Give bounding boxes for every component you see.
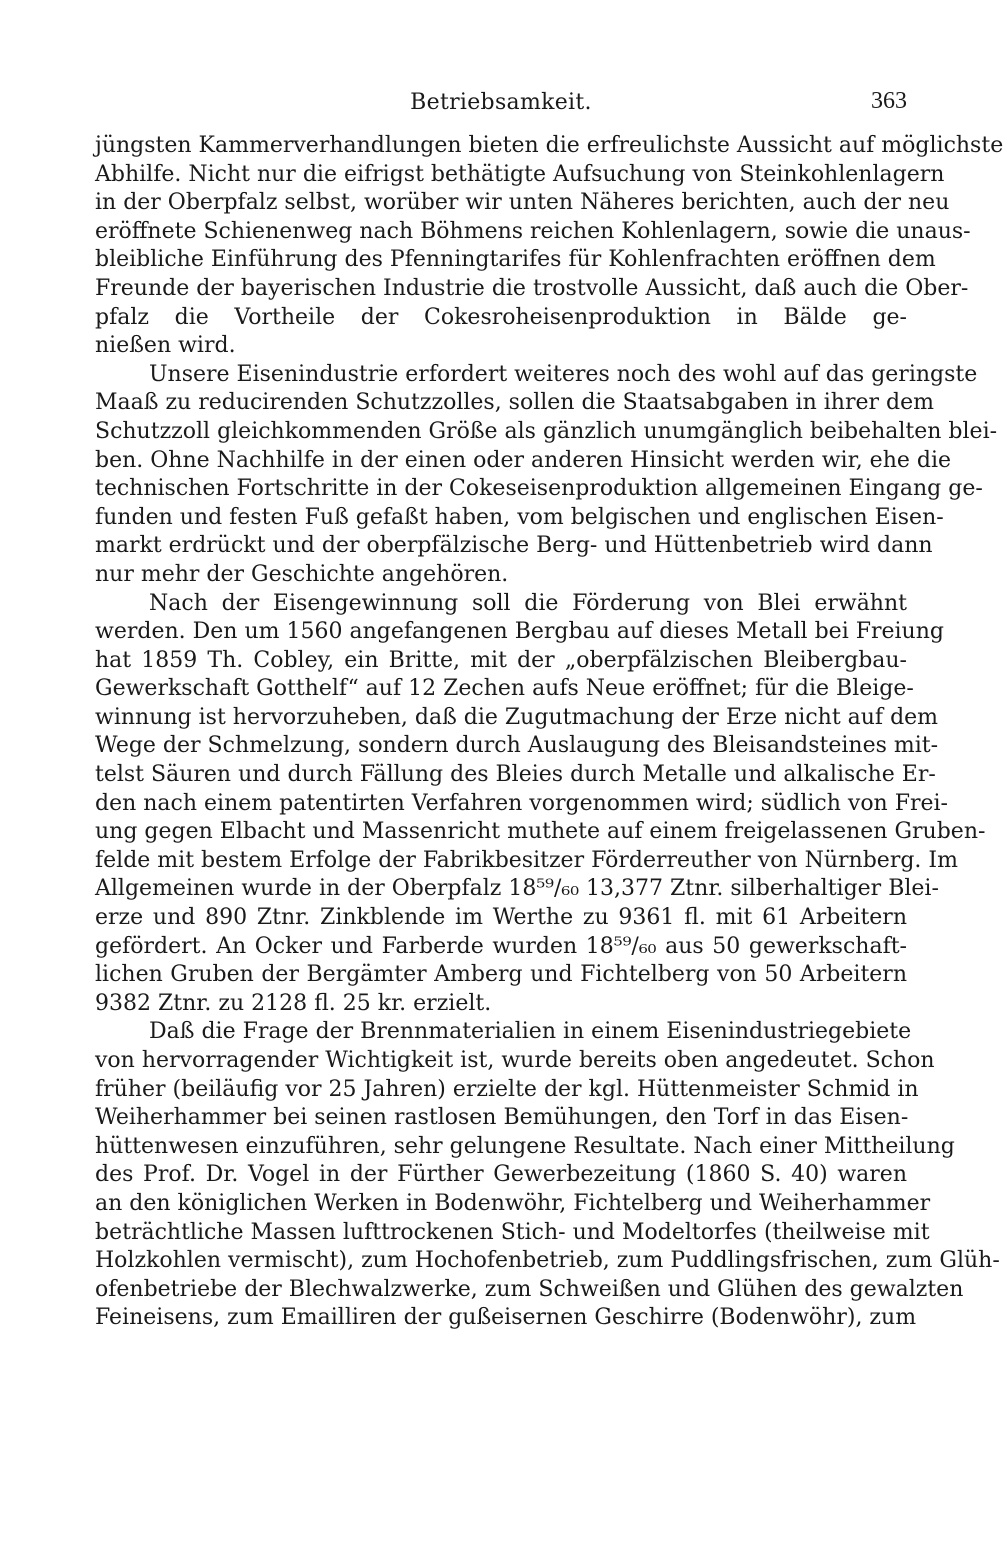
text-line: des Prof. Dr. Vogel in der Fürther Gewerbezeitung (1860 S. 40) waren [95,1162,907,1188]
text-line: hüttenwesen einzuführen, sehr gelungene Resultate. Nach einer Mittheilung [95,1133,955,1159]
text-line: erze und 890 Ztnr. Zinkblende im Werthe zu 9361 fl. mit 61 Arbeitern [95,905,907,931]
body-text [95,132,1003,1333]
text-line: Abhilfe. Nicht nur die eifrigst bethätigte Aufsuchung von Steinkohlenlagern [95,161,945,187]
text-line: telst Säuren und durch Fällung des Bleies durch Metalle und alkalische Er- [95,762,936,788]
paragraph-3 [95,590,986,1019]
running-head [95,88,907,124]
text-line: beträchtliche Massen lufttrockenen Stich- und Modeltorfes (theilweise mit [95,1219,930,1245]
running-title: Betriebsamkeit. [410,90,592,115]
text-line: Holzkohlen vermischt), zum Hochofenbetrieb, zum Puddlingsfrischen, zum Glüh- [95,1248,1000,1274]
text-line: früher (beiläufig vor 25 Jahren) erzielte der kgl. Hüttenmeister Schmid in [95,1076,919,1102]
text-line: Gewerkschaft Gotthelf“ auf 12 Zechen aufs Neue eröffnet; für die Bleige- [95,676,914,702]
text-line: pfalz die Vortheile der Cokesroheisenproduktion in Bälde ge- [95,304,907,330]
text-line: ung gegen Elbacht und Massenricht muthete auf einem freigelassenen Gruben- [95,819,986,845]
text-line: an den königlichen Werken in Bodenwöhr, Fichtelberg und Weiherhammer [95,1190,931,1216]
text-line: gefördert. An Ocker und Farberde wurden 18⁵⁹/₆₀ aus 50 gewerkschaft- [95,933,907,959]
text-line: Weiherhammer bei seinen rastlosen Bemühungen, den Torf in das Eisen- [95,1105,909,1131]
text-line: funden und festen Fuß gefaßt haben, vom belgischen und englischen Eisen- [95,504,944,530]
text-line: markt erdrückt und der oberpfälzische Berg- und Hüttenbetrieb wird dann [95,533,933,559]
text-line: winnung ist hervorzuheben, daß die Zugutmachung der Erze nicht auf dem [95,704,939,730]
text-line: ofenbetriebe der Blechwalzwerke, zum Schweißen und Glühen des gewalzten [95,1276,964,1302]
text-line: nur mehr der Geschichte angehören. [95,561,509,587]
book-page [95,88,1003,1333]
text-line: Schutzzoll gleichkommenden Größe als gänzlich unumgänglich beibehalten blei- [95,418,998,444]
text-line: ben. Ohne Nachhilfe in der einen oder anderen Hinsicht werden wir, ehe die [95,447,952,473]
text-line: technischen Fortschritte in der Cokeseisenproduktion allgemeinen Eingang ge- [95,476,983,502]
paragraph-2 [95,361,998,590]
text-line: nießen wird. [95,333,236,359]
text-line: eröffnete Schienenweg nach Böhmens reichen Kohlenlagern, sowie die unaus- [95,218,971,244]
text-line: Nach der Eisengewinnung soll die Förderung von Blei erwähnt [149,590,907,616]
text-line: Unsere Eisenindustrie erfordert weiteres noch des wohl auf das geringste [149,361,978,387]
text-line: bleibliche Einführung des Pfenningtarifes für Kohlenfrachten eröffnen dem [95,247,936,273]
text-line: Feineisens, zum Emailliren der gußeisernen Geschirre (Bodenwöhr), zum [95,1305,917,1331]
text-line: Maaß zu reducirenden Schutzzolles, sollen die Staatsabgaben in ihrer dem [95,390,934,416]
paragraph-1 [95,132,1003,361]
text-line: Wege der Schmelzung, sondern durch Auslaugung des Bleisandsteines mit- [95,733,939,759]
paragraph-4 [95,1018,1000,1333]
text-line: Freunde der bayerischen Industrie die trostvolle Aussicht, daß auch die Ober- [95,275,969,301]
text-line: felde mit bestem Erfolge der Fabrikbesitzer Förderreuther von Nürnberg. Im [95,847,958,873]
text-line: jüngsten Kammerverhandlungen bieten die erfreulichste Aussicht auf möglichste [95,133,1003,158]
text-line: den nach einem patentirten Verfahren vorgenommen wird; südlich von Frei- [95,790,948,816]
text-line: lichen Gruben der Bergämter Amberg und Fichtelberg von 50 Arbeitern [95,962,907,988]
page-number: 363 [871,88,907,114]
text-line: von hervorragender Wichtigkeit ist, wurde bereits oben angedeutet. Schon [95,1048,935,1073]
text-line: hat 1859 Th. Cobley, ein Britte, mit der „oberpfälzischen Bleibergbau- [95,647,907,673]
text-line: werden. Den um 1560 angefangenen Bergbau auf dieses Metall bei Freiung [95,619,944,645]
text-line: in der Oberpfalz selbst, worüber wir unten Näheres berichten, auch der neu [95,190,950,216]
text-line: Daß die Frage der Brennmaterialien in einem Eisenindustriegebiete [149,1019,912,1045]
text-line: Allgemeinen wurde in der Oberpfalz 18⁵⁹/₆₀ 13,377 Ztnr. silberhaltiger Blei- [95,876,939,902]
text-line: 9382 Ztnr. zu 2128 fl. 25 kr. erzielt. [95,990,492,1016]
